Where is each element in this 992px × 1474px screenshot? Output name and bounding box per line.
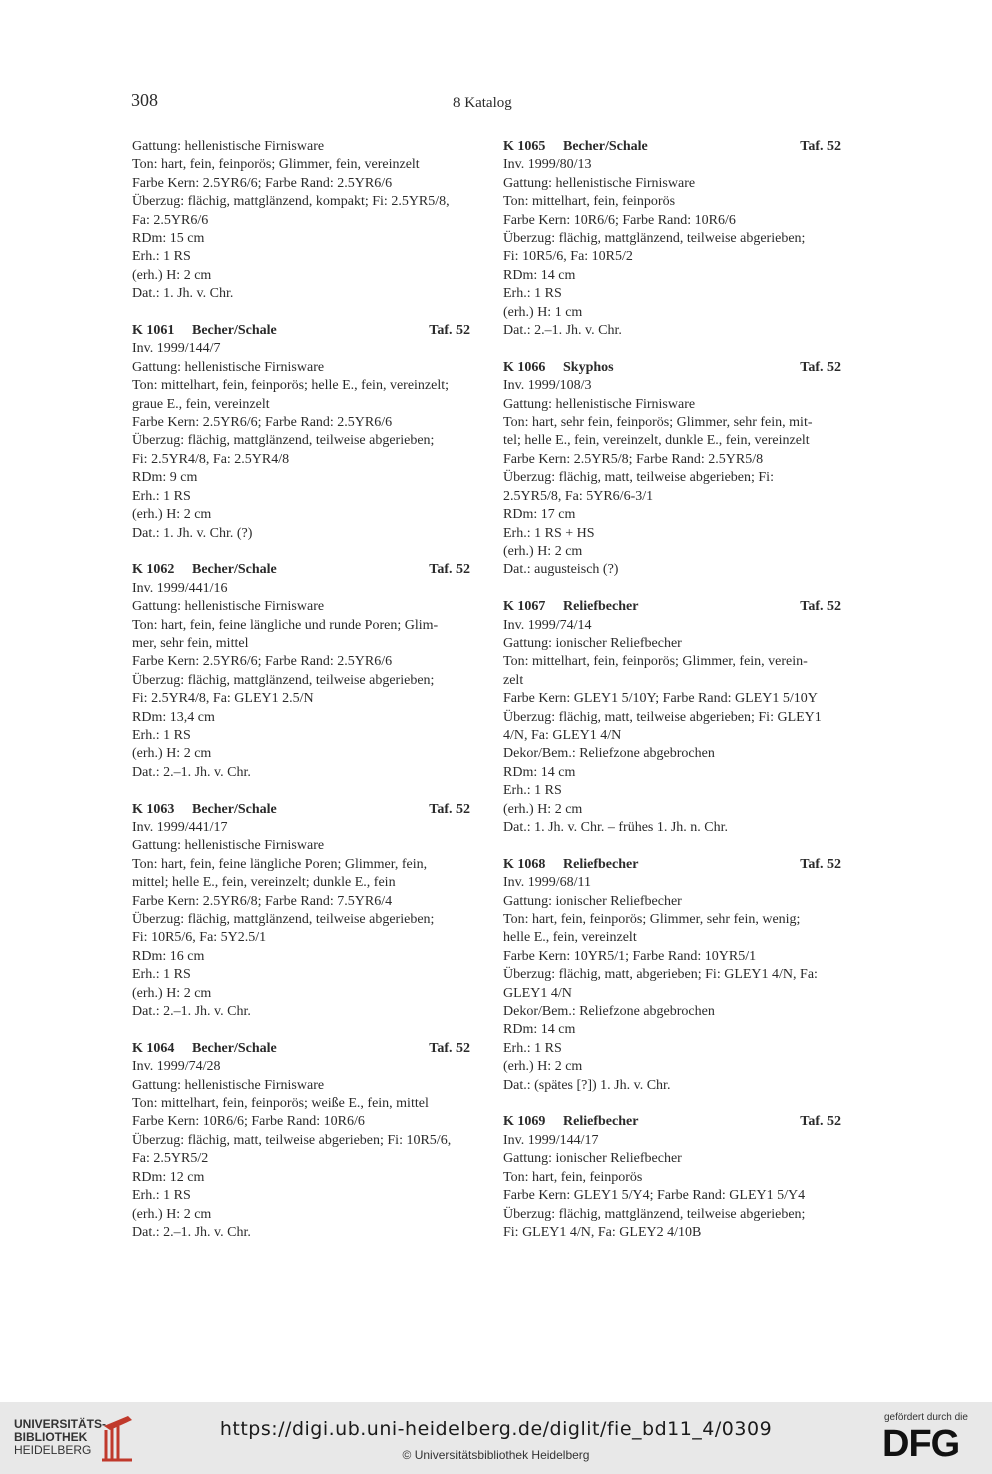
entry-line: Inv. 1999/441/17 — [132, 819, 228, 835]
entry-heading-left — [132, 322, 277, 340]
entry-title: Becher/Schale — [192, 562, 277, 578]
entry-line: Erh.: 1 RS — [132, 727, 191, 743]
entry-line: Gattung: hellenistische Firnisware — [132, 838, 325, 854]
entry-line: (erh.) H: 2 cm — [503, 543, 583, 559]
entry-heading — [503, 856, 841, 874]
entry-line: Farbe Kern: 2.5YR6/6; Farbe Rand: 2.5YR6/6 — [132, 654, 393, 670]
entry-line: Erh.: 1 RS — [132, 249, 191, 265]
entry-number: K 1062 — [132, 562, 175, 578]
left-column — [132, 138, 470, 1242]
entry-line: Dat.: 2.–1. Jh. v. Chr. — [503, 323, 622, 339]
entry-heading — [132, 561, 470, 579]
entry-line: Farbe Kern: 2.5YR5/8; Farbe Rand: 2.5YR5/8 — [503, 451, 764, 467]
entry-line: Ton: hart, fein, feinporös; Glimmer, sehr fein, wenig; — [503, 912, 801, 928]
entry-plate-ref: Taf. 52 — [429, 323, 470, 339]
entry-line: Fa: 2.5YR5/2 — [132, 1151, 209, 1167]
logo-line: BIBLIOTHEK — [14, 1430, 88, 1444]
entry-line: Erh.: 1 RS — [132, 488, 191, 504]
entry-title: Becher/Schale — [192, 801, 277, 817]
entry-line: Ton: hart, fein, feinporös; Glimmer, fein, vereinzelt — [132, 157, 420, 173]
entry-line: Inv. 1999/441/16 — [132, 580, 228, 596]
entry-line: Dat.: 1. Jh. v. Chr. (?) — [132, 525, 253, 541]
entry-heading — [132, 1040, 470, 1058]
entry-line: Fi: 2.5YR4/8, Fa: 2.5YR4/8 — [132, 451, 290, 467]
logo-line: HEIDELBERG — [14, 1443, 92, 1457]
entry-number: K 1064 — [132, 1040, 175, 1056]
entry-line: zelt — [503, 672, 524, 688]
entry-line: graue E., fein, vereinzelt — [132, 396, 270, 412]
entry-plate-ref: Taf. 52 — [429, 801, 470, 817]
catalog-entry — [132, 138, 470, 304]
entry-spacer — [503, 340, 841, 358]
catalog-entry — [132, 561, 470, 782]
entry-title: Becher/Schale — [563, 139, 648, 154]
logo-line: UNIVERSITÄTS- — [14, 1417, 107, 1431]
entry-number: K 1067 — [503, 599, 546, 615]
entry-plate-ref: Taf. 52 — [800, 1114, 841, 1130]
entry-heading — [503, 359, 841, 377]
entry-line: Inv. 1999/80/13 — [503, 157, 592, 173]
entry-plate-ref: Taf. 52 — [800, 359, 841, 375]
entry-line: (erh.) H: 1 cm — [503, 304, 583, 320]
entry-line: Erh.: 1 RS — [503, 286, 562, 302]
entry-heading-left — [503, 856, 638, 874]
entry-spacer — [503, 580, 841, 598]
entry-number: K 1066 — [503, 359, 546, 375]
entry-line: Erh.: 1 RS — [503, 783, 562, 799]
funding-note: gefördert durch die — [884, 1412, 968, 1423]
entry-line: Inv. 1999/108/3 — [503, 378, 592, 394]
entry-line: (erh.) H: 2 cm — [132, 1206, 212, 1222]
entry-line: Gattung: hellenistische Firnisware — [503, 175, 696, 191]
entry-spacer — [503, 837, 841, 855]
entry-line: Farbe Kern: 10YR5/1; Farbe Rand: 10YR5/1 — [503, 948, 757, 964]
entry-line: Dat.: 1. Jh. v. Chr. — [132, 286, 234, 302]
entry-plate-ref: Taf. 52 — [800, 139, 841, 154]
entry-line: Inv. 1999/74/14 — [503, 617, 592, 633]
entry-line: 4/N, Fa: GLEY1 4/N — [503, 727, 622, 743]
entry-line: Fi: 2.5YR4/8, Fa: GLEY1 2.5/N — [132, 691, 314, 707]
catalog-entry — [503, 359, 841, 580]
entry-line: Ton: hart, sehr fein, feinporös; Glimmer, sehr fein, mit- — [503, 415, 813, 431]
entry-line: Erh.: 1 RS — [503, 1040, 562, 1056]
entry-line: Ton: hart, fein, feine längliche Poren; Glimmer, fein, — [132, 856, 428, 872]
entry-line: GLEY1 4/N — [503, 985, 572, 1001]
running-head: 8 Katalog — [453, 95, 512, 111]
catalog-entry — [132, 322, 470, 543]
entry-plate-ref: Taf. 52 — [429, 562, 470, 578]
entry-line: (erh.) H: 2 cm — [503, 1059, 583, 1075]
entry-line: Inv. 1999/144/17 — [503, 1132, 599, 1148]
entry-line: Überzug: flächig, mattglänzend, teilweise abgerieben; — [503, 1206, 806, 1222]
entry-line: Dat.: 2.–1. Jh. v. Chr. — [132, 764, 251, 780]
entry-line: Überzug: flächig, mattglänzend, kompakt; Fi: 2.5YR5/8, — [132, 194, 450, 210]
entry-heading-left — [503, 598, 638, 616]
entry-line: Überzug: flächig, matt, teilweise abgerieben; Fi: — [503, 470, 774, 486]
entry-spacer — [132, 543, 470, 561]
entry-title: Skyphos — [563, 359, 614, 375]
entry-heading — [503, 138, 841, 156]
catalog-entry — [503, 138, 841, 340]
entry-line: Fi: 10R5/6, Fa: 10R5/2 — [503, 249, 633, 265]
entry-line: RDm: 14 cm — [503, 1022, 576, 1038]
entry-line: Überzug: flächig, mattglänzend, teilweise abgerieben; — [503, 231, 806, 247]
entry-line: RDm: 14 cm — [503, 267, 576, 283]
entry-line: mer, sehr fein, mittel — [132, 635, 249, 651]
entry-line: RDm: 17 cm — [503, 507, 576, 523]
entry-heading-left — [503, 138, 648, 156]
entry-heading-left — [132, 801, 277, 819]
entry-line: (erh.) H: 2 cm — [132, 267, 212, 283]
entry-line: (erh.) H: 2 cm — [132, 746, 212, 762]
entry-number: K 1063 — [132, 801, 175, 817]
entry-line: Farbe Kern: 2.5YR6/6; Farbe Rand: 2.5YR6/6 — [132, 415, 393, 431]
entry-line: Dekor/Bem.: Reliefzone abgebrochen — [503, 1004, 715, 1020]
dfg-logo[interactable]: DFG — [882, 1423, 960, 1465]
entry-line: Gattung: ionischer Reliefbecher — [503, 635, 682, 651]
catalog-entry — [503, 856, 841, 1095]
entry-line: Überzug: flächig, matt, abgerieben; Fi: GLEY1 4/N, Fa: — [503, 967, 818, 983]
catalog-entry — [132, 1040, 470, 1242]
entry-line: Dat.: 1. Jh. v. Chr. – frühes 1. Jh. n. Chr. — [503, 820, 729, 835]
footer-bar — [0, 1402, 992, 1474]
entry-line: Gattung: hellenistische Firnisware — [132, 1077, 325, 1093]
entry-line: Inv. 1999/68/11 — [503, 875, 592, 891]
catalog-entry — [503, 1113, 841, 1242]
entry-line: Überzug: flächig, matt, teilweise abgerieben; Fi: GLEY1 — [503, 709, 822, 725]
catalog-entry — [503, 598, 841, 837]
right-column — [503, 138, 841, 1242]
entry-line: Gattung: hellenistische Firnisware — [503, 396, 696, 412]
entry-line: tel; helle E., fein, vereinzelt, dunkle E., fein, vereinzelt — [503, 433, 810, 449]
entry-heading — [503, 1113, 841, 1131]
entry-line: Fi: 10R5/6, Fa: 5Y2.5/1 — [132, 930, 267, 946]
entry-line: Gattung: hellenistische Firnisware — [132, 359, 325, 375]
entry-line: Überzug: flächig, mattglänzend, teilweise abgerieben; — [132, 912, 435, 928]
entry-line: Ton: hart, fein, feinporös — [503, 1169, 643, 1185]
entry-title: Reliefbecher — [563, 599, 639, 615]
entry-line: helle E., fein, vereinzelt — [503, 930, 637, 946]
entry-line: Dat.: 2.–1. Jh. v. Chr. — [132, 1224, 251, 1240]
entry-number: K 1061 — [132, 323, 175, 339]
entry-line: Ton: mittelhart, fein, feinporös; helle E., fein, vereinzelt; — [132, 378, 450, 394]
entry-spacer — [132, 1021, 470, 1039]
entry-line: Gattung: hellenistische Firnisware — [132, 599, 325, 615]
entry-line: Ton: hart, fein, feine längliche und runde Poren; Glim- — [132, 617, 439, 633]
entry-line: Dat.: 2.–1. Jh. v. Chr. — [132, 1004, 251, 1020]
entry-line: Farbe Kern: 10R6/6; Farbe Rand: 10R6/6 — [132, 1114, 365, 1130]
entry-plate-ref: Taf. 52 — [800, 856, 841, 872]
entry-line: Gattung: ionischer Reliefbecher — [503, 1151, 682, 1167]
entry-line: RDm: 9 cm — [132, 470, 198, 486]
permalink-url[interactable]: https://digi.ub.uni-heidelberg.de/diglit/fie_bd11_4/0309 — [219, 1418, 773, 1440]
entry-line: Überzug: flächig, mattglänzend, teilweise abgerieben; — [132, 672, 435, 688]
entry-title: Becher/Schale — [192, 1040, 277, 1056]
entry-line: Farbe Kern: 2.5YR6/8; Farbe Rand: 7.5YR6/4 — [132, 893, 393, 909]
entry-line: Ton: mittelhart, fein, feinporös; Glimmer, fein, verein- — [503, 654, 808, 670]
page-number: 308 — [131, 90, 158, 110]
entry-title: Becher/Schale — [192, 323, 277, 339]
copyright-notice: © Universitätsbibliothek Heidelberg — [402, 1448, 590, 1462]
entry-line: Ton: mittelhart, fein, feinporös — [503, 194, 676, 210]
entry-title: Reliefbecher — [563, 1114, 639, 1130]
entry-heading — [132, 801, 470, 819]
entry-line: 2.5YR5/8, Fa: 5YR6/6-3/1 — [503, 488, 654, 504]
entry-line: Erh.: 1 RS — [132, 967, 191, 983]
entry-line: Farbe Kern: 2.5YR6/6; Farbe Rand: 2.5YR6/6 — [132, 175, 393, 191]
entry-line: Dat.: augusteisch (?) — [503, 562, 619, 578]
entry-line: Ton: mittelhart, fein, feinporös; weiße E., fein, mittel — [132, 1096, 429, 1112]
entry-spacer — [132, 304, 470, 322]
catalog-entry — [132, 801, 470, 1022]
entry-plate-ref: Taf. 52 — [429, 1040, 470, 1056]
entry-line: Überzug: flächig, mattglänzend, teilweise abgerieben; — [132, 433, 435, 449]
entry-line: Überzug: flächig, matt, teilweise abgerieben; Fi: 10R5/6, — [132, 1132, 452, 1148]
entry-heading — [503, 598, 841, 616]
entry-line: Dat.: (spätes [?]) 1. Jh. v. Chr. — [503, 1077, 671, 1093]
entry-line: Erh.: 1 RS — [132, 1188, 191, 1204]
entry-number: K 1065 — [503, 139, 546, 154]
entry-number: K 1069 — [503, 1114, 546, 1130]
entry-line: Fa: 2.5YR6/6 — [132, 212, 209, 228]
entry-line: RDm: 13,4 cm — [132, 709, 215, 725]
entry-line: Gattung: hellenistische Firnisware — [132, 139, 325, 154]
entry-spacer — [132, 782, 470, 800]
entry-line: Farbe Kern: GLEY1 5/10Y; Farbe Rand: GLEY1 5/10Y — [503, 691, 818, 707]
entry-line: Farbe Kern: GLEY1 5/Y4; Farbe Rand: GLEY1 5/Y4 — [503, 1188, 806, 1204]
entry-line: (erh.) H: 2 cm — [132, 985, 212, 1001]
entry-heading-left — [503, 1113, 638, 1131]
entry-line: Inv. 1999/74/28 — [132, 1059, 221, 1075]
entry-line: Inv. 1999/144/7 — [132, 341, 221, 357]
entry-line: RDm: 15 cm — [132, 231, 205, 247]
entry-number: K 1068 — [503, 856, 546, 872]
entry-line: Erh.: 1 RS + HS — [503, 525, 595, 541]
entry-line: mittel; helle E., fein, vereinzelt; dunkle E., fein — [132, 875, 396, 891]
entry-heading-left — [132, 561, 277, 579]
entry-line: Fi: GLEY1 4/N, Fa: GLEY2 4/10B — [503, 1224, 702, 1240]
entry-line: Gattung: ionischer Reliefbecher — [503, 893, 682, 909]
entry-line: RDm: 14 cm — [503, 764, 576, 780]
entry-heading-left — [132, 1040, 277, 1058]
entry-line: RDm: 12 cm — [132, 1169, 205, 1185]
entry-line: Farbe Kern: 10R6/6; Farbe Rand: 10R6/6 — [503, 212, 736, 228]
entry-heading-left — [503, 359, 614, 377]
entry-spacer — [503, 1095, 841, 1113]
entry-line: (erh.) H: 2 cm — [503, 801, 583, 817]
entry-line: (erh.) H: 2 cm — [132, 507, 212, 523]
entry-plate-ref: Taf. 52 — [800, 599, 841, 615]
entry-heading — [132, 322, 470, 340]
entry-title: Reliefbecher — [563, 856, 639, 872]
entry-line: Dekor/Bem.: Reliefzone abgebrochen — [503, 746, 715, 762]
entry-line: RDm: 16 cm — [132, 948, 205, 964]
